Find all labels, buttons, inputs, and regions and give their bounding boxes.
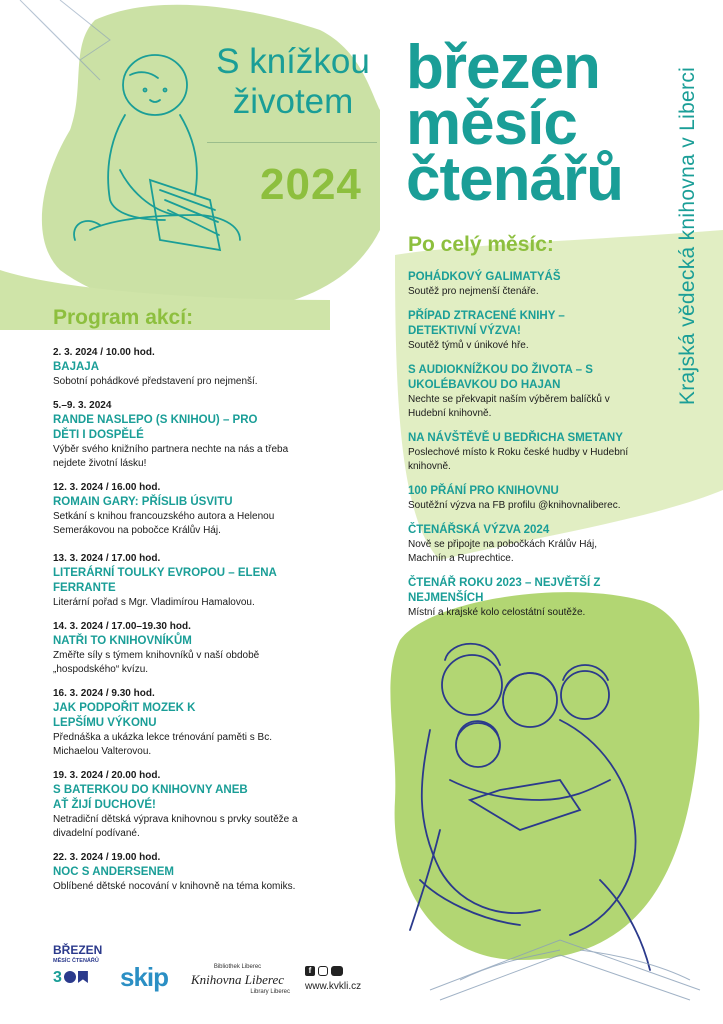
event-title: JAK PODPOŘIT MOZEK K LEPŠÍMU VÝKONU bbox=[53, 702, 196, 729]
list-item bbox=[53, 346, 343, 389]
subtitle bbox=[198, 42, 388, 122]
program-heading: Program akcí: bbox=[53, 306, 194, 329]
event-date: 12. 3. 2024 / 16.00 hod. bbox=[53, 482, 161, 493]
event-date: 5.–9. 3. 2024 bbox=[53, 400, 112, 411]
list-item bbox=[408, 363, 668, 421]
event-title: S BATERKOU DO KNIHOVNY ANEB AŤ ŽIJÍ DUCHOVÉ! bbox=[53, 784, 248, 811]
library-logo-main: Knihovna Liberec bbox=[190, 972, 285, 987]
year: 2024 bbox=[260, 160, 362, 209]
event-date: 2. 3. 2024 / 10.00 hod. bbox=[53, 347, 155, 358]
item-title: PŘÍPAD ZTRACENÉ KNIHY – DETEKTIVNÍ VÝZVA! bbox=[408, 310, 565, 337]
event-date: 13. 3. 2024 / 17.00 hod. bbox=[53, 553, 161, 564]
event-desc: Výběr svého knižního partnera nechte na nás a třeba nejdete životní lásku! bbox=[53, 444, 289, 469]
event-title: NATŘI TO KNIHOVNÍKŮM bbox=[53, 635, 192, 647]
list-item bbox=[408, 309, 668, 353]
list-item bbox=[408, 576, 668, 620]
list-item bbox=[53, 481, 343, 538]
event-desc: Přednáška a ukázka lekce trénování paměti s Bc. Michaelou Valterovou. bbox=[53, 732, 273, 757]
event-title: NOC S ANDERSENEM bbox=[53, 866, 174, 878]
event-desc: Netradiční dětská výprava knihovnou s prvky soutěže a divadelní podívané. bbox=[53, 814, 298, 839]
item-title: POHÁDKOVÝ GALIMATYÁŠ bbox=[408, 271, 561, 283]
brand-line-2: MĚSÍC ČTENÁŘŮ bbox=[53, 958, 99, 964]
event-desc: Setkání s knihou francouzského autora a Helenou Semerákovou na pobočce Králův Háj. bbox=[53, 511, 275, 536]
event-date: 16. 3. 2024 / 9.30 hod. bbox=[53, 688, 155, 699]
item-desc: Soutěž pro nejmenší čtenáře. bbox=[408, 286, 539, 297]
subtitle-line-2: životem bbox=[232, 82, 354, 121]
event-title: RANDE NASLEPO (S KNIHOU) – PRO DĚTI I DOSPĚLÉ bbox=[53, 414, 258, 441]
instagram-icon[interactable] bbox=[318, 966, 328, 976]
library-logo-bottom: Library Liberec bbox=[250, 989, 290, 995]
library-logo-top: Bibliothek Liberec bbox=[213, 964, 262, 970]
three-icon: 3 bbox=[53, 968, 62, 986]
event-desc: Oblíbené dětské nocování v knihovně na téma komiks. bbox=[53, 881, 296, 892]
list-item bbox=[53, 687, 343, 759]
item-title: ČTENÁŘSKÁ VÝZVA 2024 bbox=[408, 524, 550, 536]
list-item bbox=[408, 270, 668, 299]
title-line-2: měsíc bbox=[406, 89, 577, 158]
item-title: S AUDIOKNÍŽKOU DO ŽIVOTA – S UKOLÉBAVKOU DO HAJAN bbox=[408, 364, 593, 391]
event-date: 14. 3. 2024 / 17.00–19.30 hod. bbox=[53, 621, 191, 632]
title-line-3: čtenářů bbox=[406, 145, 623, 214]
event-title: ROMAIN GARY: PŘÍSLIB ÚSVITU bbox=[53, 496, 233, 508]
event-desc: Sobotní pohádkové představení pro nejmenší. bbox=[53, 376, 258, 387]
event-desc: Změřte síly s týmem knihovníků v naší obdobě „hospodského“ kvízu. bbox=[53, 650, 260, 675]
list-item bbox=[408, 523, 668, 566]
brand-icons bbox=[53, 968, 102, 986]
youtube-icon[interactable] bbox=[331, 966, 343, 976]
item-desc: Poslechové místo k Roku české hudby v Hudební knihovně. bbox=[408, 447, 629, 472]
list-item bbox=[408, 484, 668, 513]
item-title: 100 PŘÁNÍ PRO KNIHOVNU bbox=[408, 485, 559, 497]
website-link[interactable]: www.kvkli.cz bbox=[305, 981, 362, 992]
main-title bbox=[406, 33, 623, 214]
list-item bbox=[53, 552, 343, 610]
title-line-1: březen bbox=[406, 33, 600, 102]
skip-logo: skip bbox=[120, 962, 169, 992]
social-icons bbox=[305, 966, 343, 976]
moon-icon bbox=[64, 971, 76, 983]
item-title: NA NÁVŠTĚVĚ U BEDŘICHA SMETANY bbox=[408, 432, 623, 444]
month-heading: Po celý měsíc: bbox=[408, 233, 554, 256]
library-logo bbox=[185, 962, 290, 997]
item-desc: Místní a krajské kolo celostátní soutěže. bbox=[408, 607, 586, 618]
month-list bbox=[408, 270, 668, 630]
item-desc: Soutěž týmů v únikové hře. bbox=[408, 340, 529, 351]
event-desc: Literární pořad s Mgr. Vladimírou Hamalovou. bbox=[53, 597, 255, 608]
brand-logo bbox=[53, 943, 103, 986]
vertical-library-name: Krajská vědecká knihovna v Liberci bbox=[676, 66, 699, 406]
brand-line-1: BŘEZEN bbox=[53, 943, 103, 957]
facebook-icon[interactable]: f bbox=[305, 966, 315, 976]
item-desc: Nově se připojte na pobočkách Králův Háj, Machnín a Ruprechtice. bbox=[408, 539, 597, 564]
item-desc: Soutěžní výzva na FB profilu @knihovnaliberec. bbox=[408, 500, 621, 511]
subtitle-line-1: S knížkou bbox=[216, 42, 370, 81]
list-item bbox=[53, 620, 343, 677]
bookmark-icon bbox=[78, 971, 88, 983]
header-divider bbox=[207, 142, 377, 143]
event-date: 19. 3. 2024 / 20.00 hod. bbox=[53, 770, 161, 781]
event-date: 22. 3. 2024 / 19.00 hod. bbox=[53, 852, 161, 863]
list-item bbox=[53, 399, 343, 471]
program-list bbox=[53, 346, 343, 904]
item-title: ČTENÁŘ ROKU 2023 – NEJVĚTŠÍ Z NEJMENŠÍCH bbox=[408, 577, 601, 604]
list-item bbox=[408, 431, 668, 474]
item-desc: Nechte se překvapit naším výběrem balíčků v Hudební knihovně. bbox=[408, 394, 610, 419]
green-blob-family bbox=[390, 592, 699, 960]
event-title: LITERÁRNÍ TOULKY EVROPOU – ELENA FERRANTE bbox=[53, 567, 277, 594]
list-item bbox=[53, 851, 343, 894]
list-item bbox=[53, 769, 343, 841]
event-title: BAJAJA bbox=[53, 361, 100, 373]
